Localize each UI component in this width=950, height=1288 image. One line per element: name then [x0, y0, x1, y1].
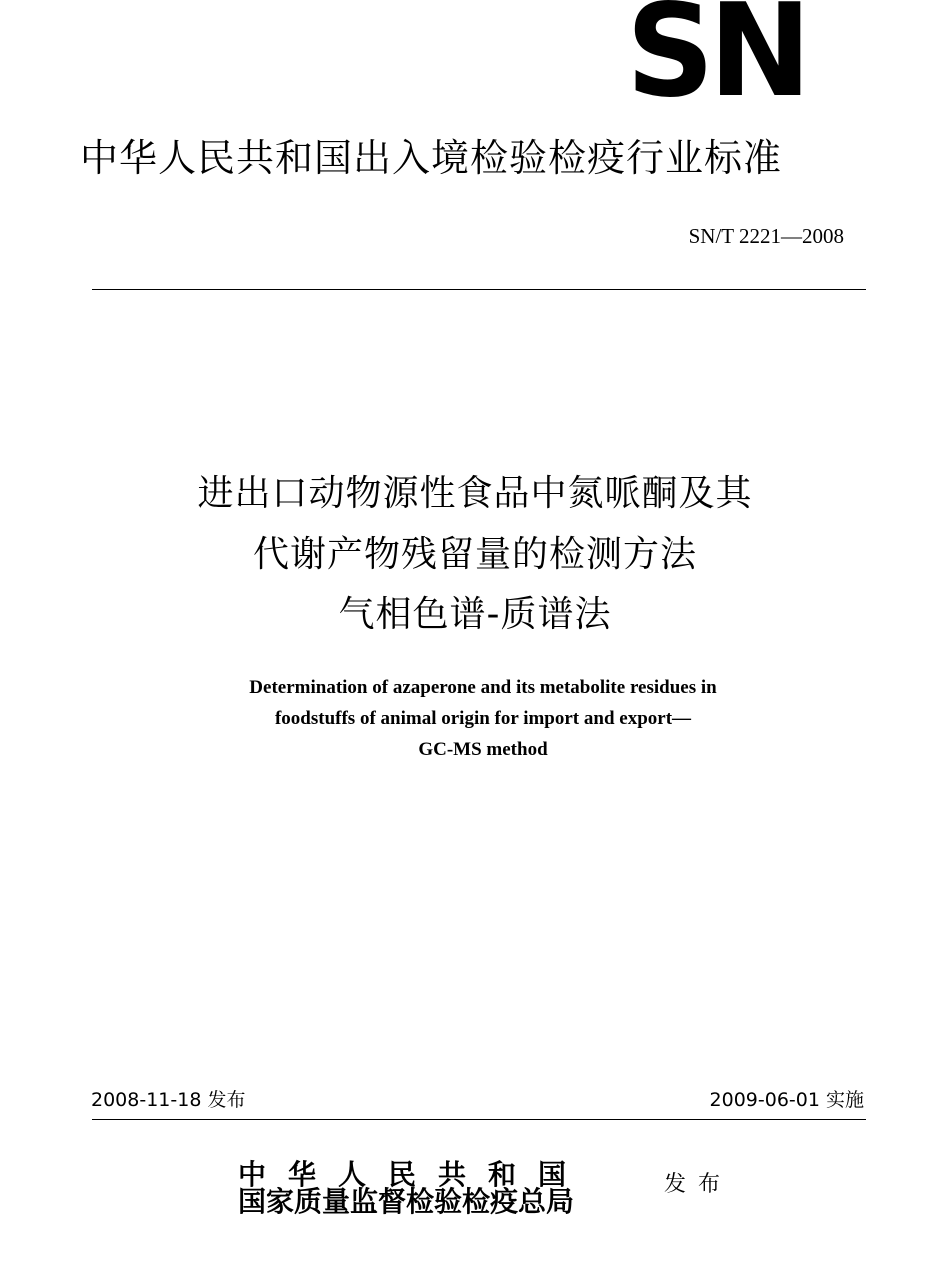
english-title-line-1: Determination of azaperone and its metabolite residues in [249, 677, 717, 698]
industry-standard-title: 中华人民共和国出入境检验检疫行业标准 [80, 136, 783, 180]
chinese-title-line-3: 气相色谱-质谱法 [338, 594, 612, 635]
bottom-divider [92, 1119, 866, 1120]
publisher-line-2: 国家质量监督检验检疫总局 [238, 1185, 575, 1218]
sn-logo: SN [626, 0, 806, 126]
english-title-line-3: GC-MS method [418, 739, 548, 760]
implementation-date: 2009-06-01 实施 [709, 1089, 864, 1111]
standard-code: SN/T 2221—2008 [688, 224, 844, 248]
publish-label: 发布 [664, 1172, 733, 1197]
chinese-title-line-1: 进出口动物源性食品中氮哌酮及其 [197, 473, 753, 514]
publisher-line-1: 中华人民共和国 [238, 1158, 589, 1191]
chinese-title-line-2: 代谢产物残留量的检测方法 [252, 534, 697, 575]
top-divider [92, 289, 866, 290]
english-title-line-2: foodstuffs of animal origin for import and export— [274, 708, 692, 729]
issue-date: 2008-11-18 发布 [91, 1089, 246, 1111]
